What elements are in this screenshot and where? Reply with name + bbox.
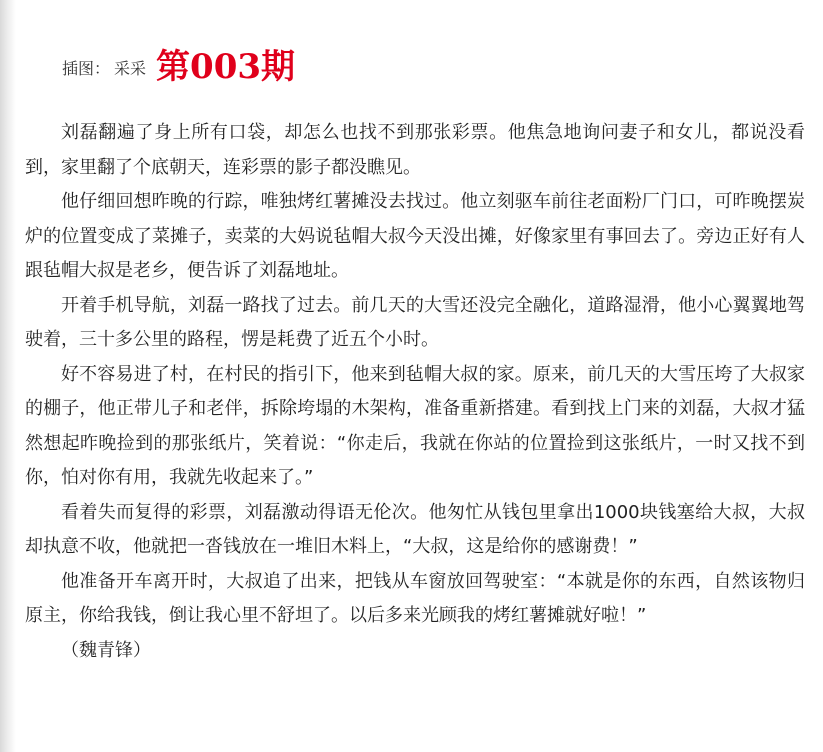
author-signature: （魏青锋） xyxy=(61,639,151,661)
left-edge-shadow xyxy=(0,0,16,752)
page-header xyxy=(62,38,295,88)
illustration-author: 采采 xyxy=(114,58,147,78)
article-paragraph: 好不容易进了村，在村民的指引下，他来到毡帽大叔的家。原来，前几天的大雪压垮了大叔家的棚子，他正带儿子和老伴，拆除垮塌的木架构，准备重新搭建。看到找上门来的刘磊，大叔才猛然想起昨晚捡到的那张纸片，笑着说：“你走后，我就在你站的位置捡到这张纸片，一时又找不到你，怕对你有用，我就先收起来了。” xyxy=(25,363,805,488)
illustration-label: 插图： xyxy=(62,58,111,78)
issue-title: 第003期 xyxy=(156,46,296,87)
article-paragraph: 他准备开车离开时，大叔追了出来，把钱从车窗放回驾驶室：“本就是你的东西，自然该物归原主，你给我钱，倒让我心里不舒坦了。以后多来光顾我的烤红薯摊就好啦！” xyxy=(25,570,805,626)
article-body xyxy=(25,116,805,668)
article-paragraph: 他仔细回想昨晚的行踪，唯独烤红薯摊没去找过。他立刻驱车前往老面粉厂门口，可昨晚摆炭炉的位置变成了菜摊子，卖菜的大妈说毡帽大叔今天没出摊，好像家里有事回去了。旁边正好有人跟毡帽大叔是老乡，便告诉了刘磊地址。 xyxy=(25,191,805,281)
article-paragraph: 开着手机导航，刘磊一路找了过去。前几天的大雪还没完全融化，道路湿滑，他小心翼翼地驾驶着，三十多公里的路程，愣是耗费了近五个小时。 xyxy=(25,294,805,350)
article-paragraph: 看着失而复得的彩票，刘磊激动得语无伦次。他匆忙从钱包里拿出1000块钱塞给大叔，大叔却执意不收，他就把一沓钱放在一堆旧木料上，“大叔，这是给你的感谢费！” xyxy=(25,501,805,557)
article-paragraph: 刘磊翻遍了身上所有口袋，却怎么也找不到那张彩票。他焦急地询问妻子和女儿，都说没看到，家里翻了个底朝天，连彩票的影子都没瞧见。 xyxy=(25,122,805,178)
